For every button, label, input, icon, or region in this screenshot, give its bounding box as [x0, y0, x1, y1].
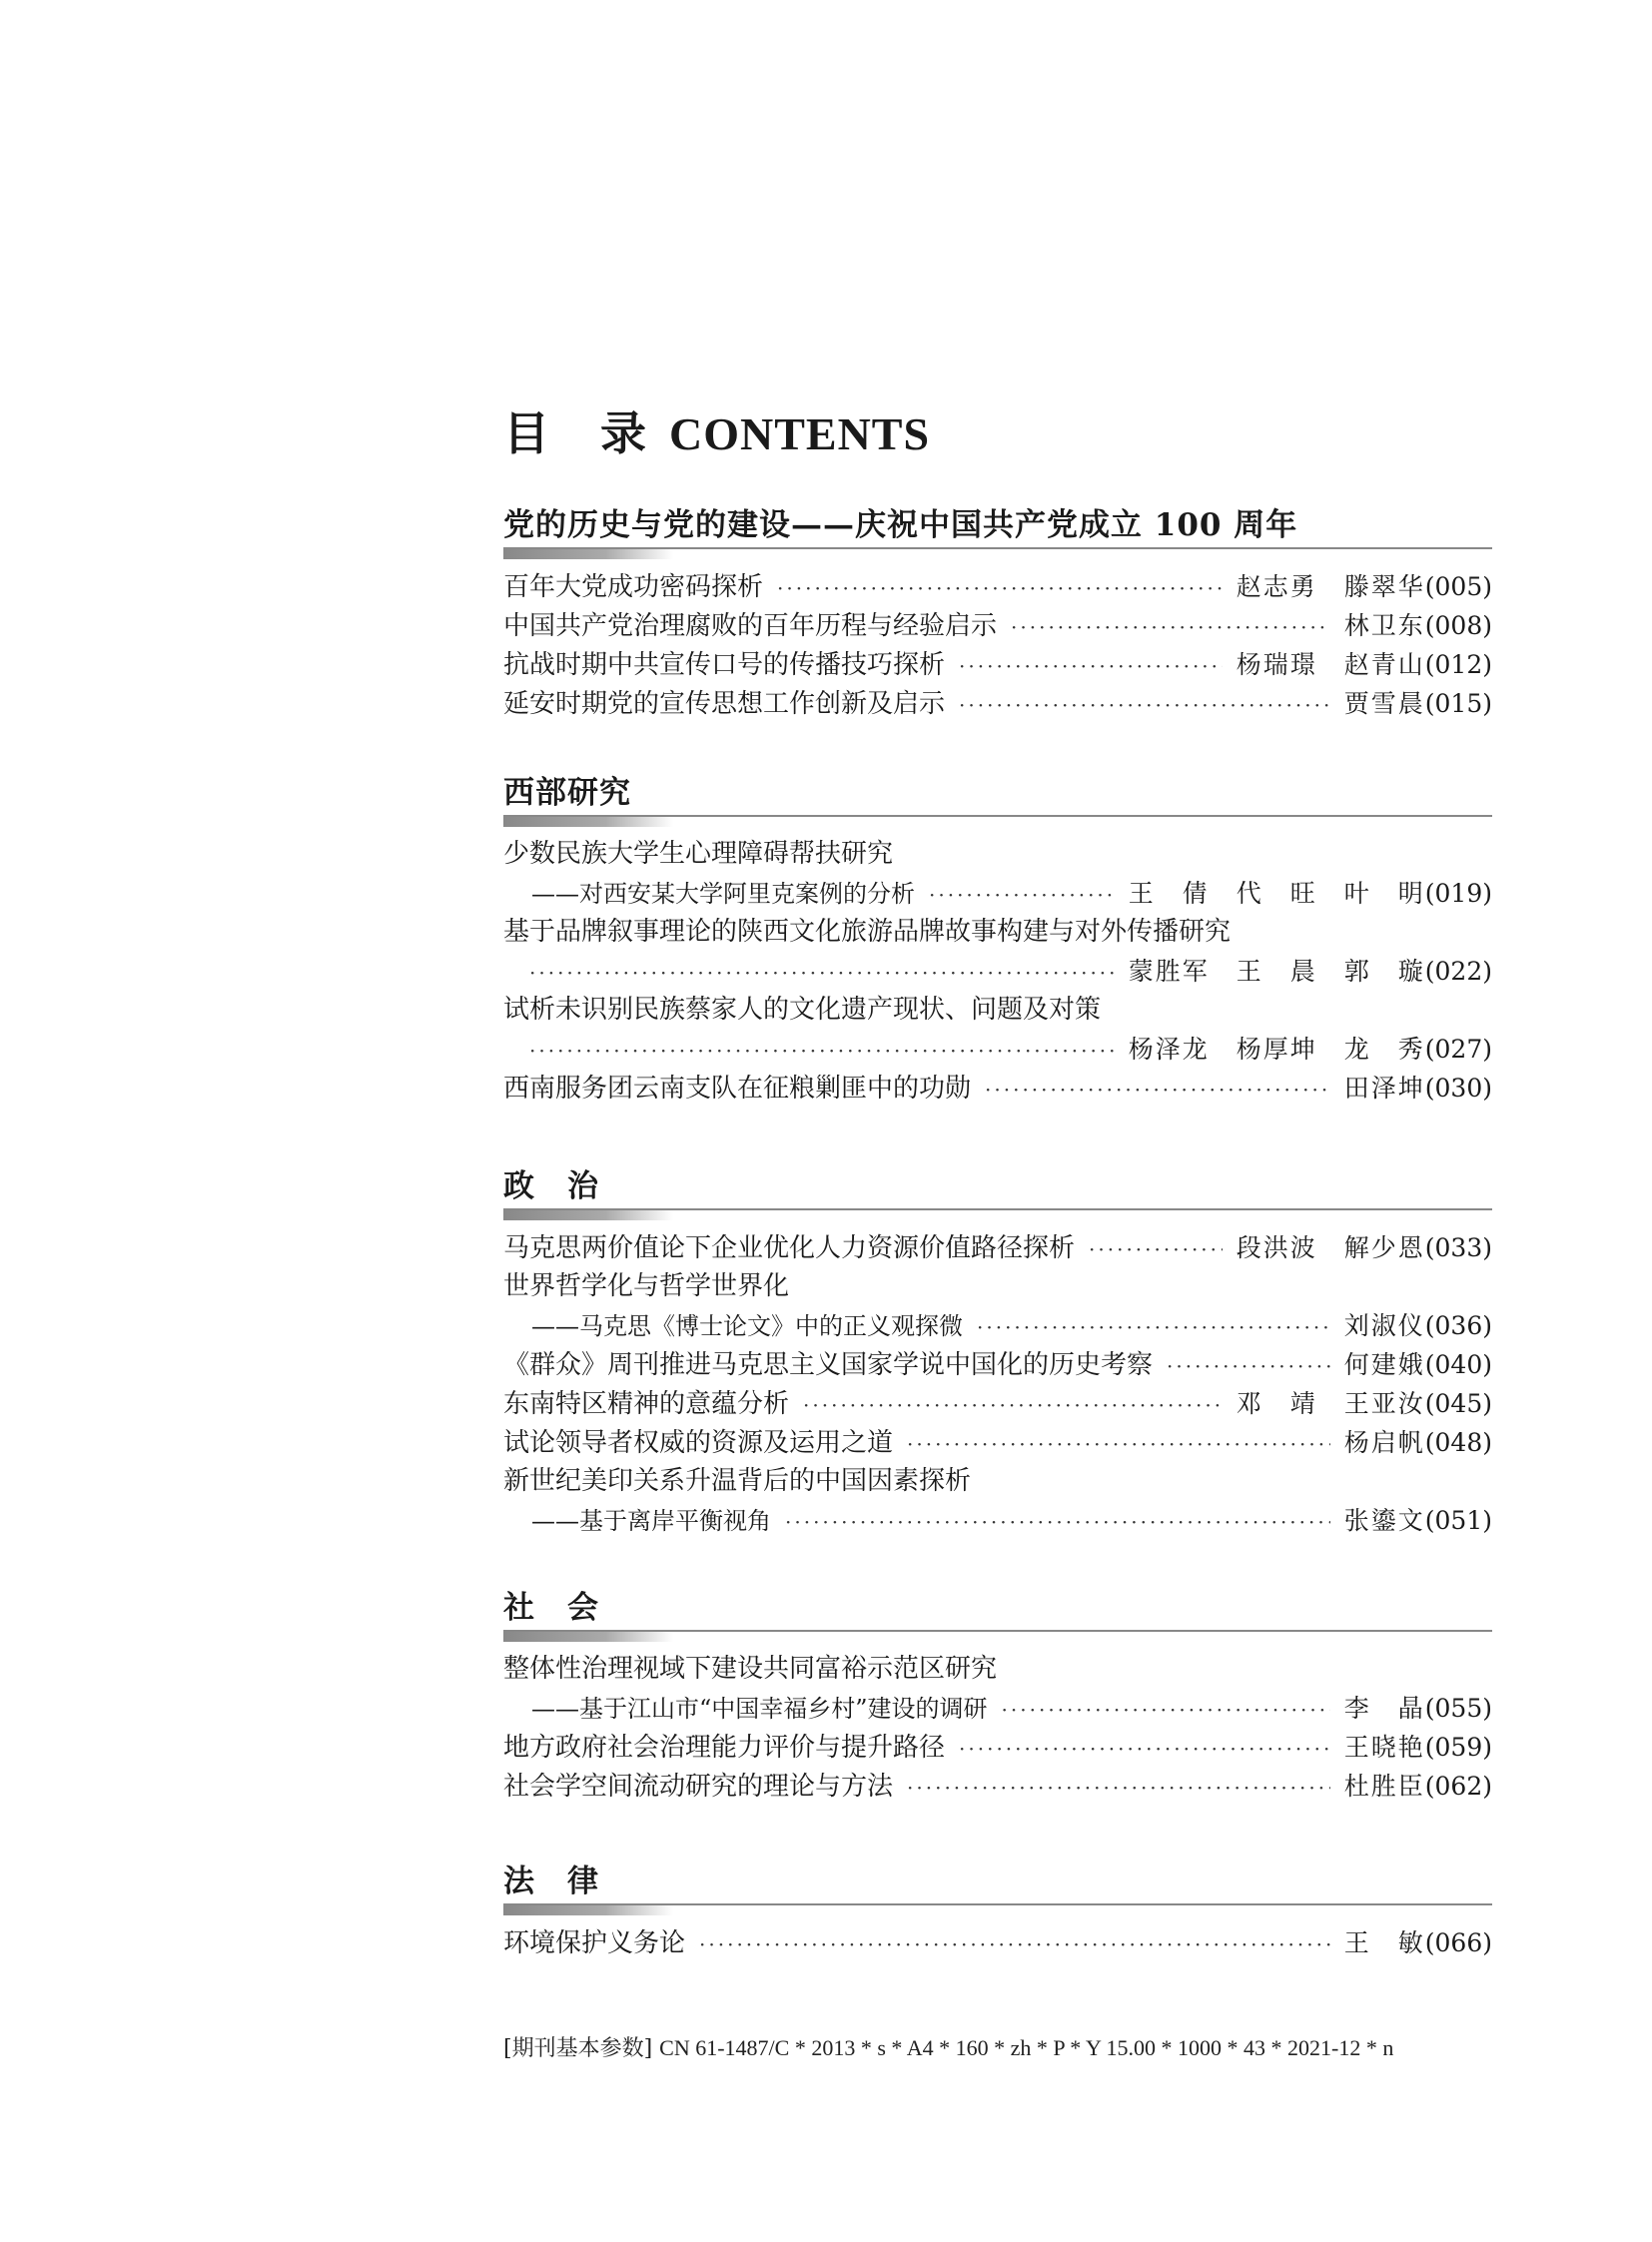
- entry-title: 马克思两价值论下企业优化人力资源价值路径探析: [503, 1233, 1076, 1263]
- entry-page-number: (036): [1424, 1311, 1492, 1340]
- entry-title: 新世纪美印关系升温背后的中国因素探析: [503, 1466, 972, 1496]
- toc-entry[interactable]: [503, 1228, 1492, 1267]
- section-title: 法 律: [503, 1864, 599, 1899]
- toc-entry[interactable]: [503, 1267, 1492, 1345]
- entry-authors: 王晓艳: [1343, 1733, 1425, 1762]
- entry-authors: 段洪波 解少恩: [1236, 1233, 1425, 1262]
- entry-page-number: (040): [1424, 1350, 1492, 1379]
- entry-title: 百年大党成功密码探析: [503, 572, 764, 602]
- entry-authors: 杨启帆: [1343, 1428, 1425, 1457]
- toc-entry[interactable]: [503, 1462, 1492, 1540]
- page-title-zh-1: 目: [503, 406, 550, 460]
- section-accent-bar: [503, 549, 673, 559]
- toc-entry[interactable]: [503, 1767, 1492, 1806]
- entry-page-number: (008): [1424, 611, 1492, 640]
- dot-leader: [785, 1503, 1330, 1542]
- dot-leader: [1167, 1347, 1330, 1386]
- entry-authors: 李 晶: [1343, 1694, 1425, 1723]
- dot-leader: [529, 1032, 1115, 1071]
- entry-page-number: (051): [1424, 1506, 1492, 1535]
- toc-entry[interactable]: [503, 1423, 1492, 1462]
- entry-title: 西南服务团云南支队在征粮剿匪中的功勋: [503, 1074, 972, 1104]
- entry-title: 中国共产党治理腐败的百年历程与经验启示: [503, 611, 998, 641]
- toc-entry[interactable]: [503, 991, 1492, 1069]
- dot-leader: [529, 954, 1115, 993]
- dot-leader: [803, 1386, 1223, 1425]
- entry-subtitle: ——马克思《博士论文》中的正义观探微: [531, 1312, 963, 1340]
- entry-page-number: (066): [1424, 1928, 1492, 1957]
- entry-title: 试析未识别民族蔡家人的文化遗产现状、问题及对策: [503, 995, 1102, 1025]
- entry-title: 社会学空间流动研究的理论与方法: [503, 1772, 894, 1802]
- entry-authors: 林卫东: [1343, 611, 1425, 640]
- dot-leader: [907, 1769, 1330, 1808]
- dot-leader: [699, 1925, 1330, 1964]
- toc-entry[interactable]: [503, 567, 1492, 606]
- dot-leader: [959, 686, 1330, 725]
- section-title: 西部研究: [503, 775, 631, 811]
- entry-authors: 张鎏文: [1343, 1506, 1425, 1535]
- entry-authors: 田泽坤: [1343, 1074, 1425, 1103]
- entry-page-number: (045): [1424, 1389, 1492, 1418]
- entry-authors: 杨泽龙 杨厚坤 龙 秀: [1128, 1035, 1425, 1064]
- entry-title: 世界哲学化与哲学世界化: [503, 1271, 790, 1301]
- entry-authors: 杜胜臣: [1343, 1772, 1425, 1801]
- toc-section: [503, 1582, 1492, 1806]
- dot-leader: [959, 1730, 1330, 1769]
- entry-page-number: (012): [1424, 650, 1492, 679]
- entry-page-number: (059): [1424, 1733, 1492, 1762]
- section-header: [503, 499, 1492, 561]
- entry-page-number: (030): [1424, 1074, 1492, 1103]
- entry-authors: 王 倩 代 旺 叶 明: [1128, 879, 1425, 908]
- entry-authors: 何建娥: [1343, 1350, 1425, 1379]
- toc-entry[interactable]: [503, 1728, 1492, 1767]
- entry-page-number: (027): [1424, 1035, 1492, 1064]
- entry-authors: 赵志勇 滕翠华: [1236, 572, 1425, 601]
- toc-section: [503, 767, 1492, 1108]
- entry-page-number: (033): [1424, 1233, 1492, 1262]
- dot-leader: [985, 1071, 1330, 1110]
- section-header: [503, 1582, 1492, 1644]
- toc-entry[interactable]: [503, 684, 1492, 723]
- toc-section: [503, 499, 1492, 723]
- entry-authors: 蒙胜军 王 晨 郭 璇: [1128, 957, 1425, 986]
- toc-entry[interactable]: [503, 606, 1492, 645]
- toc-entry[interactable]: [503, 645, 1492, 684]
- entry-subtitle: ——基于江山市“中国幸福乡村”建设的调研: [531, 1695, 988, 1723]
- entry-authors: 王 敏: [1343, 1928, 1425, 1957]
- section-header: [503, 767, 1492, 829]
- entry-page-number: (048): [1424, 1428, 1492, 1457]
- page-title: [503, 397, 930, 463]
- entry-authors: 刘淑仪: [1343, 1311, 1425, 1340]
- entry-page-number: (062): [1424, 1772, 1492, 1801]
- dot-leader: [977, 1308, 1330, 1347]
- entry-page-number: (015): [1424, 689, 1492, 718]
- entry-title: 《群众》周刊推进马克思主义国家学说中国化的历史考察: [503, 1350, 1154, 1380]
- toc-entry[interactable]: [503, 835, 1492, 913]
- entry-page-number: (019): [1424, 879, 1492, 908]
- entry-title: 抗战时期中共宣传口号的传播技巧探析: [503, 650, 946, 680]
- section-title: 社 会: [503, 1590, 599, 1626]
- entry-title: 基于品牌叙事理论的陕西文化旅游品牌故事构建与对外传播研究: [503, 917, 1232, 947]
- dot-leader: [1011, 608, 1330, 647]
- journal-parameters-label: [期刊基本参数]: [503, 2036, 653, 2061]
- section-accent-bar: [503, 1210, 673, 1220]
- journal-parameters: [503, 2031, 1393, 2062]
- entry-page-number: (005): [1424, 572, 1492, 601]
- entry-title: 东南特区精神的意蕴分析: [503, 1389, 790, 1419]
- dot-leader: [959, 647, 1223, 686]
- entry-page-number: (055): [1424, 1694, 1492, 1723]
- entry-subtitle: ——基于离岸平衡视角: [531, 1507, 771, 1535]
- page-title-en: CONTENTS: [669, 408, 931, 459]
- dot-leader: [1089, 1230, 1223, 1269]
- section-title: 政 治: [503, 1168, 599, 1204]
- dot-leader: [777, 569, 1223, 608]
- page-title-zh-2: 录: [600, 406, 647, 460]
- toc-entry[interactable]: [503, 1923, 1492, 1962]
- entry-title: 试论领导者权威的资源及运用之道: [503, 1428, 894, 1458]
- toc-entry[interactable]: [503, 1384, 1492, 1423]
- entry-authors: 杨瑞璟 赵青山: [1236, 650, 1425, 679]
- journal-parameters-values: CN 61-1487/C * 2013 * s * A4 * 160 * zh * P * Y 15.00 * 1000 * 43 * 2021-12 * n: [659, 2035, 1394, 2060]
- section-header: [503, 1160, 1492, 1222]
- dot-leader: [907, 1425, 1330, 1464]
- entry-title: 少数民族大学生心理障碍帮扶研究: [503, 839, 894, 869]
- section-accent-bar: [503, 817, 673, 827]
- toc-entry[interactable]: [503, 1069, 1492, 1108]
- section-accent-bar: [503, 1905, 673, 1915]
- section-accent-bar: [503, 1632, 673, 1642]
- toc-section: [503, 1856, 1492, 1962]
- entry-title: 整体性治理视域下建设共同富裕示范区研究: [503, 1654, 998, 1684]
- dot-leader: [1002, 1691, 1330, 1730]
- entry-title: 地方政府社会治理能力评价与提升路径: [503, 1733, 946, 1763]
- toc-entry[interactable]: [503, 1650, 1492, 1728]
- entry-title: 延安时期党的宣传思想工作创新及启示: [503, 689, 946, 719]
- entry-title: 环境保护义务论: [503, 1928, 686, 1958]
- entry-authors: 贾雪晨: [1343, 689, 1425, 718]
- entry-page-number: (022): [1424, 957, 1492, 986]
- section-title: 党的历史与党的建设——庆祝中国共产党成立 100 周年: [503, 507, 1298, 543]
- entry-subtitle: ——对西安某大学阿里克案例的分析: [531, 880, 915, 908]
- dot-leader: [929, 876, 1115, 915]
- entry-authors: 邓 靖 王亚汝: [1236, 1389, 1425, 1418]
- section-header: [503, 1856, 1492, 1917]
- toc-entry[interactable]: [503, 913, 1492, 991]
- toc-entry[interactable]: [503, 1345, 1492, 1384]
- toc-section: [503, 1160, 1492, 1540]
